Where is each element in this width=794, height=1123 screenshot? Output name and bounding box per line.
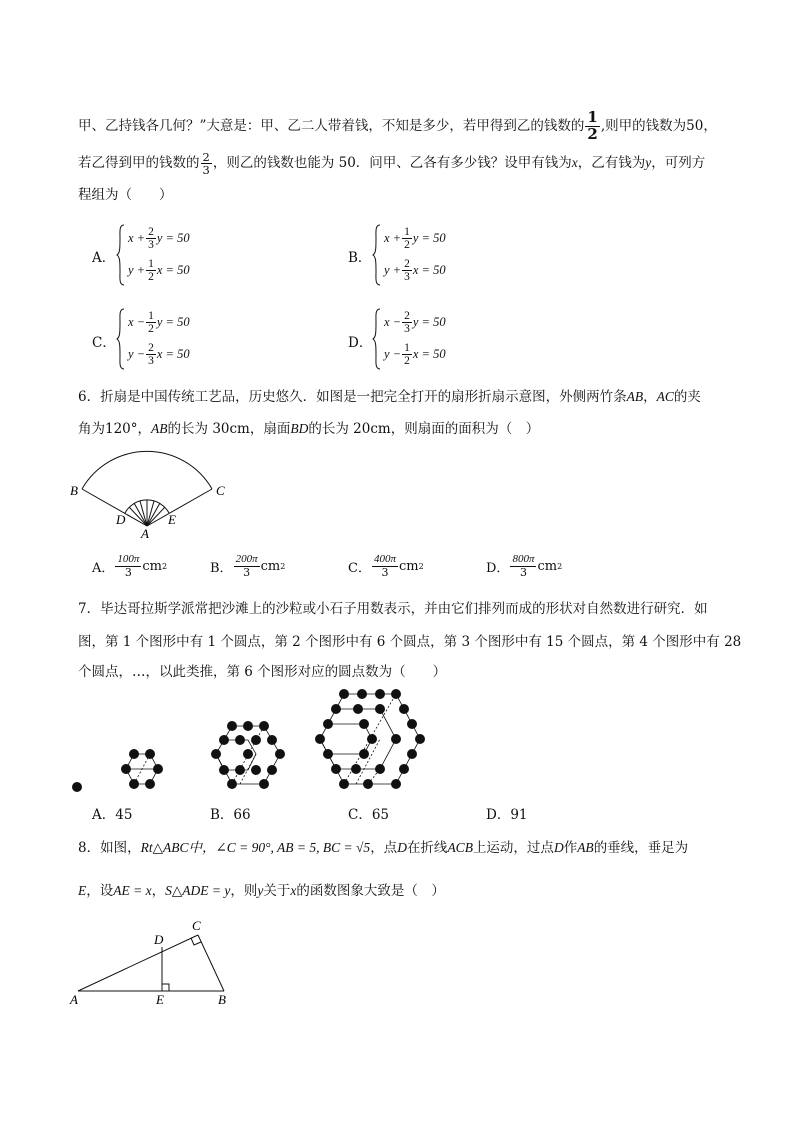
fan-label-c: C xyxy=(216,483,225,498)
fan-label-b: B xyxy=(70,483,78,498)
q6-line-2: 角为120°，AB的长为 30cm，扇面BD的长为 20cm，则扇面的面积为（ ） xyxy=(78,421,540,437)
q7-line-3: 个圆点，…，以此类推，第 6 个图形对应的圆点数为（ ） xyxy=(78,664,447,680)
q8-line-2: E，设AE = x，S△ADE = y，则y关于x的函数图象大致是（ ） xyxy=(78,883,445,899)
q6-ab-2: AB xyxy=(151,421,168,436)
q7-option-c[interactable]: C．65 xyxy=(348,807,390,823)
q7-option-a[interactable]: A．45 xyxy=(92,807,133,823)
q7-option-b[interactable]: B．66 xyxy=(210,807,251,823)
q5-option-b-label[interactable]: B． xyxy=(348,250,372,266)
q6-fan-figure xyxy=(70,440,240,540)
q5-option-d-system xyxy=(372,308,482,370)
q5-d-eq-1: x − $\frac{2}{3}$ y = 50 xyxy=(384,310,446,336)
q7-line-1: 7．毕达哥拉斯学派常把沙滩上的沙粒或小石子用数表示，并由它们排列而成的形状对自然数进行研究．如 xyxy=(78,601,708,617)
side-ac xyxy=(78,935,198,991)
fan-rib-ac xyxy=(147,489,212,526)
pebble-dot xyxy=(267,765,277,775)
pebble-dot xyxy=(251,765,261,775)
q5-b-eq-1: x + $\frac{1}{2}$ y = 50 xyxy=(384,226,446,252)
q6-option-d[interactable]: D． $\frac{800\pi}{3}$ cm 2 xyxy=(486,553,563,579)
fraction-half: $\frac{1}{2}$ xyxy=(587,108,598,143)
q6-line-1: 6．折扇是中国传统工艺品，历史悠久．如图是一把完全打开的扇形折扇示意图，外侧两竹条AB，AC的夹 xyxy=(78,389,701,405)
tri-label-e: E xyxy=(156,992,164,1007)
right-angle-e xyxy=(162,984,169,991)
pebble-dot xyxy=(251,735,261,745)
tri-label-b: B xyxy=(218,992,226,1007)
q5-option-b-system xyxy=(372,224,482,286)
q5-line-1: 甲、乙持钱各几何？”大意是：甲、乙二人带着钱，不知是多少，若甲得到乙的钱数的 $\frac{1}{2}$ ,则甲的钱数为50， xyxy=(78,108,717,143)
q8-line-1: 8．如图，Rt△ABC中，∠C = 90°, AB = 5, BC = √5，点D在折线ACB上运动，过点D作AB的垂线，垂足为 xyxy=(78,840,689,856)
q5-line-2: 若乙得到甲的钱数的 $\frac{2}{3}$ ，则乙的钱数也能为 50．问甲、乙各有多少钱？设甲有钱为x，乙有钱为y，可列方 xyxy=(78,150,706,178)
q5-c-eq-2: y − $\frac{2}{3}$ x = 50 xyxy=(128,342,190,368)
tri-label-a: A xyxy=(70,992,78,1007)
brace-icon xyxy=(372,308,382,370)
q5-option-c-system xyxy=(116,308,226,370)
fan-outer-arc xyxy=(82,451,212,489)
brace-icon xyxy=(116,308,126,370)
fraction-two-thirds: $\frac{2}{3}$ xyxy=(202,150,210,178)
fan-label-d: D xyxy=(116,512,126,527)
tri-label-d: D xyxy=(154,932,164,947)
q5-option-c-label[interactable]: C． xyxy=(92,335,116,351)
q5-a-eq-1: x + $\frac{2}{3}$ y = 50 xyxy=(128,226,190,252)
side-cb xyxy=(198,935,224,991)
q7-dot-figures xyxy=(66,684,456,796)
fan-label-e: E xyxy=(168,512,176,527)
q5-b-eq-2: y + $\frac{2}{3}$ x = 50 xyxy=(384,258,446,284)
fan-label-a: A xyxy=(141,526,149,540)
brace-icon xyxy=(116,224,126,286)
q6-option-b[interactable]: B． $\frac{200\pi}{3}$ cm 2 xyxy=(210,553,286,579)
q7-line-2: 图，第 1 个图形中有 1 个圆点，第 2 个图形中有 6 个圆点，第 3 个图形中有 15 个圆点，第 4 个图形中有 28 xyxy=(78,634,742,650)
pebble-dot xyxy=(72,782,82,792)
q5-c-eq-1: x − $\frac{1}{2}$ y = 50 xyxy=(128,310,190,336)
brace-icon xyxy=(372,224,382,286)
q6-option-a[interactable]: A． $\frac{100\pi}{3}$ cm 2 xyxy=(92,553,168,579)
q8-triangle-figure xyxy=(66,914,246,1010)
q5-option-a-label[interactable]: A． xyxy=(92,250,116,266)
q6-option-c[interactable]: C． $\frac{400\pi}{3}$ cm 2 xyxy=(348,553,424,579)
q5-a-eq-2: y + $\frac{1}{2}$ x = 50 xyxy=(128,258,190,284)
q8-d-2: D xyxy=(553,840,564,855)
q7-option-d[interactable]: D．91 xyxy=(486,807,528,823)
q5-d-eq-2: y − $\frac{1}{2}$ x = 50 xyxy=(384,342,446,368)
q5-option-a-system xyxy=(116,224,226,286)
q5-line-3: 程组为（ ） xyxy=(78,187,173,203)
q5-option-d-label[interactable]: D． xyxy=(348,335,373,351)
pebble-dot xyxy=(243,749,253,759)
tri-label-c: C xyxy=(192,918,201,933)
fan-rib-ab xyxy=(82,489,147,526)
